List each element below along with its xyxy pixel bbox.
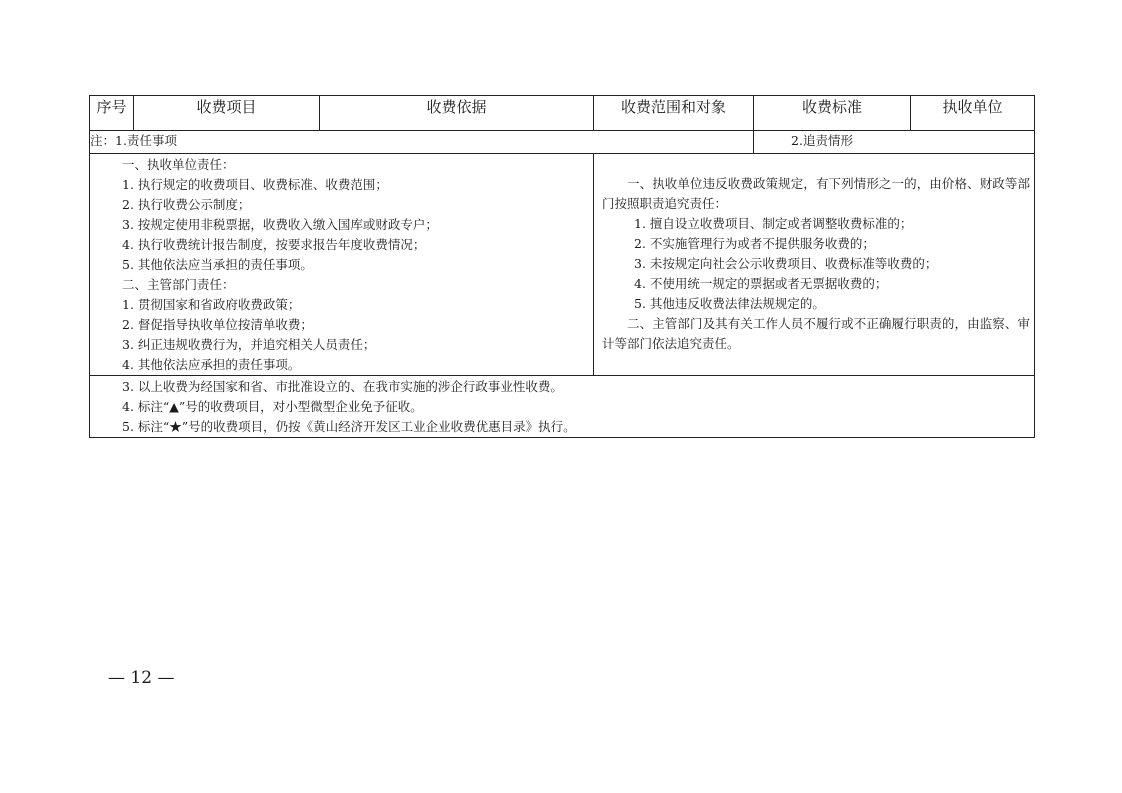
fee-table — [89, 95, 1035, 438]
header-cell-standard: 收费标准 — [754, 96, 911, 131]
resp-line: 3. 按规定使用非税票据，收费收入缴入国库或财政专户； — [122, 217, 438, 232]
resp-line: 1. 执行规定的收费项目、收费标准、收费范围； — [122, 177, 388, 192]
resp-line: 4. 执行收费统计报告制度，按要求报告年度收费情况； — [122, 237, 426, 252]
footer-notes-cell — [90, 376, 1035, 438]
resp-line: 1. 贯彻国家和省政府收费政策； — [122, 297, 301, 312]
table-header-row — [90, 96, 1035, 131]
accountability-item: 3. 未按规定向社会公示收费项目、收费标准等收费的； — [634, 256, 938, 271]
resp-line: 5. 其他依法应当承担的责任事项。 — [122, 257, 313, 272]
footer-note: 5. 标注“★”号的收费项目，仍按《黄山经济开发区工业企业收费优惠目录》执行。 — [122, 419, 576, 434]
note-prefix: 注： — [90, 133, 116, 148]
header-cell-collector: 执收单位 — [911, 96, 1035, 131]
responsibility-cell — [90, 154, 594, 376]
header-cell-fee-basis: 收费依据 — [320, 96, 594, 131]
accountability-item: 5. 其他违反收费法律法规规定的。 — [634, 296, 825, 311]
resp-line: 2. 督促指导执收单位按清单收费； — [122, 317, 313, 332]
resp-line: 4. 其他依法应承担的责任事项。 — [122, 357, 301, 372]
note1-num: 1. — [115, 133, 127, 148]
note1-title: 责任事项 — [126, 133, 177, 148]
resp-line: 3. 纠正违规收费行为，并追究相关人员责任； — [122, 337, 376, 352]
resp-line: 二、主管部门责任： — [122, 277, 235, 292]
accountability-cell — [594, 154, 1035, 376]
accountability-para-1: 一、执收单位违反收费政策规定，有下列情形之一的，由价格、财政等部门按照职责追究责任： — [602, 176, 1030, 211]
resp-line: 2. 执行收费公示制度； — [122, 197, 251, 212]
note2-title: 追责情形 — [802, 133, 853, 148]
accountability-item: 1. 擅自设立收费项目、制定或者调整收费标准的； — [634, 216, 913, 231]
footer-note: 3. 以上收费为经国家和省、市批准设立的、在我市实施的涉企行政事业性收费。 — [122, 379, 563, 394]
header-cell-fee-item: 收费项目 — [134, 96, 320, 131]
page-number: — 12 — — [108, 668, 175, 688]
footer-notes-row — [90, 376, 1035, 438]
note-title-row — [90, 131, 1035, 154]
resp-line: 一、执收单位责任： — [122, 157, 235, 172]
accountability-item: 2. 不实施管理行为或者不提供服务收费的； — [634, 236, 875, 251]
responsibility-row — [90, 154, 1035, 376]
accountability-para-2: 二、主管部门及其有关工作人员不履行或不正确履行职责的，由监察、审计等部门依法追究责任。 — [602, 316, 1030, 351]
note2-num: 2. — [791, 133, 803, 148]
note1-title-cell — [90, 131, 754, 154]
header-cell-index: 序号 — [90, 96, 134, 131]
footer-note: 4. 标注“▲”号的收费项目，对小型微型企业免予征收。 — [122, 399, 423, 414]
accountability-item: 4. 不使用统一规定的票据或者无票据收费的； — [634, 276, 888, 291]
header-cell-scope: 收费范围和对象 — [594, 96, 754, 131]
note2-title-cell — [754, 131, 1035, 154]
